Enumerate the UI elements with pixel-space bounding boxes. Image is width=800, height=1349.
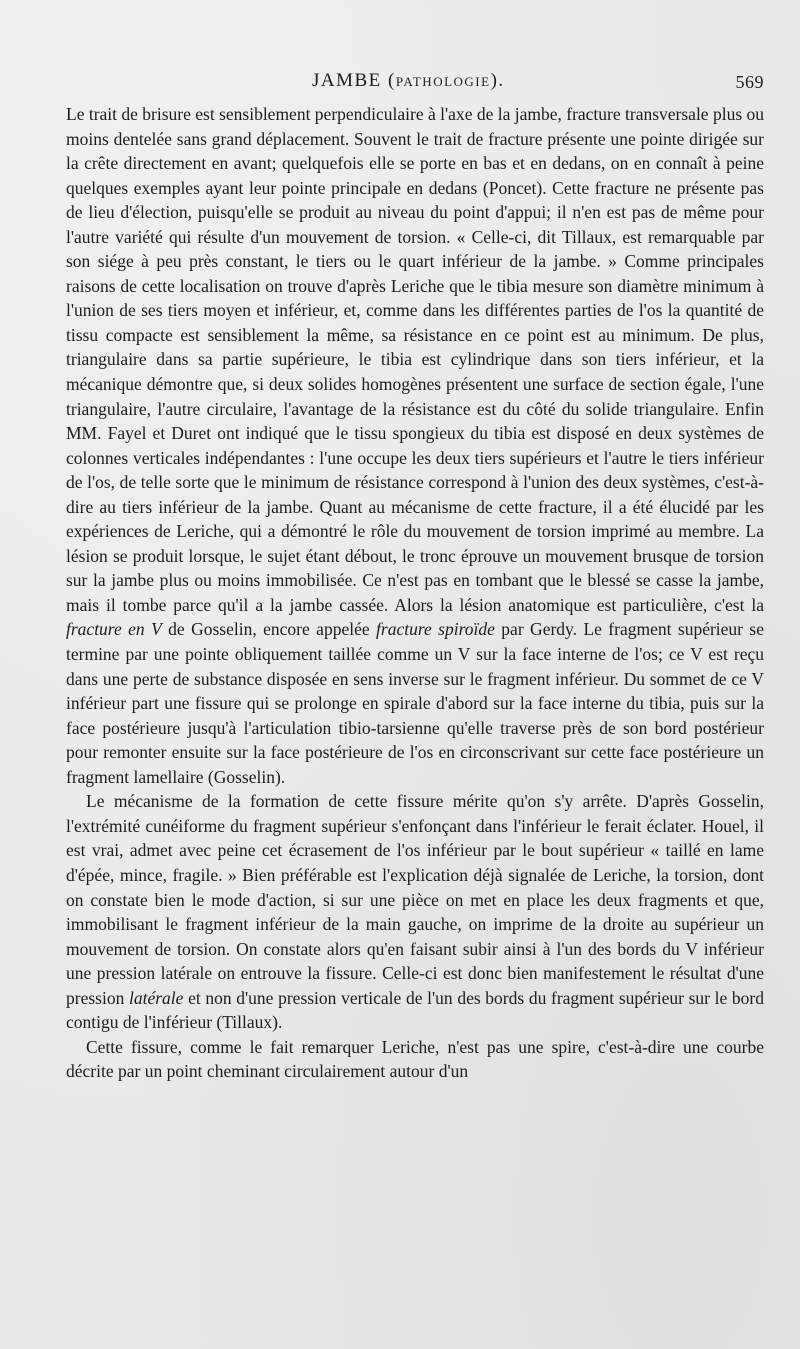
text-segment: Cette fissure, comme le fait remarquer Leriche, n'est pas une spire, c'est-à-dire une courbe décrite par un point cheminant circulairement autour d'un [66,1036,764,1082]
paragraph-1 [66,102,764,789]
text-segment: par Gerdy. Le fragment supérieur se termine par une pointe obliquement taillée comme un V sur la face interne de l'os; ce V est reçu dans une perte de substance disposée en sens inverse sur le fragment inférieur. Du sommet de ce V inférieur part une fissure qui se prolonge en spirale d'abord sur la face interne du tibia, puis sur la face postérieure jusqu'à l'articulation tibio-tarsienne qu'elle traverse près de son bord postérieur pour remonter ensuite sur la face postérieure de l'os en circonscrivant sur cette face postérieure un fragment lamellaire (Gosselin). [66,619,764,787]
text-segment-italic: fracture spiroïde [376,619,495,640]
text-segment: et non d'une pression verticale de l'un des bords du fragment supérieur sur le bord contigu de l'inférieur (Tillaux). [66,987,764,1033]
page-number: 569 [735,72,764,92]
running-head-title [312,70,505,92]
text-segment: Le trait de brisure est sensiblement perpendiculaire à l'axe de la jambe, fracture transversale plus ou moins dentelée sans grand déplacement. Souvent le trait de fracture présente une pointe dirigée sur la crête directement en avant; quelquefois elle se porte en bas et en dedans, on en connaît à peine quelques exemples ayant leur pointe principale en dedans (Poncet). Cette fracture ne présente pas de lieu d'élection, puisqu'elle se produit au niveau du point d'appui; il n'en est pas de même pour l'autre variété qui résulte d'un mouvement de torsion. « Celle-ci, dit Tillaux, est remarquable par son siége à peu près constant, le tiers ou le quart inférieur de la jambe. » Comme principales raisons de cette localisation on trouve d'après Leriche que le tibia mesure son diamètre minimum à l'union de ses tiers moyen et inférieur, et, comme dans les différentes parties de l'os la quantité de tissu compacte est sensiblement la même, sa résistance en ce point est au minimum. De plus, triangulaire dans sa partie supérieure, le tibia est cylindrique dans son tiers inférieur, et la mécanique démontre que, si deux solides homogènes présentent une surface de section égale, l'une triangulaire, l'autre circulaire, l'avantage de la résistance est du côté du solide triangulaire. Enfin MM. Fayel et Duret ont indiqué que le tissu spongieux du tibia est disposé en deux systèmes de colonnes verticales indépendantes : l'une occupe les deux tiers supérieurs et l'autre le tiers inférieur de l'os, de telle sorte que le minimum de résistance correspond à l'union des deux systèmes, c'est-à-dire au tiers inférieur de la jambe. Quant au mécanisme de cette fracture, il a été élucidé par les expériences de Leriche, qui a démontré le rôle du mouvement de torsion imprimé au membre. La lésion se produit lorsque, le sujet étant débout, le tronc éprouve un mouvement brusque de torsion sur la jambe plus ou moins immobilisée. Ce n'est pas en tombant que le blessé se casse la jambe, mais il tombe parce qu'il a la jambe cassée. Alors la lésion anatomique est particulière, c'est la [66,104,764,615]
running-head [66,64,764,102]
title-main: JAMBE ( [312,70,396,91]
paragraph-2 [66,789,764,1034]
text-segment: de Gosselin, encore appelée [161,619,377,640]
text-segment: Le mécanisme de la formation de cette fissure mérite qu'on s'y arrête. D'après Gosselin, l'extrémité cunéiforme du fragment supérieur s'enfonçant dans l'inférieur le ferait éclater. Houel, il est vrai, admet avec peine cet écrasement de l'os inférieur par le bout supérieur « taillé en lame d'épée, mince, fragile. » Bien préférable est l'explication déjà signalée de Leriche, la torsion, dont on constate bien le mode d'action, si sur une pièce on met en place les deux fragments et que, immobilisant le fragment inférieur de la main gauche, on imprime de la droite au supérieur un mouvement de torsion. On constate alors qu'en faisant subir ainsi à l'un des bords du V inférieur une pression latérale on entrouve la fissure. Celle-ci est donc bien manifestement le résultat d'une pression [66,791,764,1008]
title-end: ). [490,70,505,91]
book-page [66,64,764,1334]
body-text [66,102,764,1084]
paragraph-3 [66,1035,764,1084]
text-segment-italic: fracture en V [66,619,162,640]
title-smallcaps: PATHOLOGIE [395,74,491,89]
text-segment-italic: latérale [128,987,184,1008]
